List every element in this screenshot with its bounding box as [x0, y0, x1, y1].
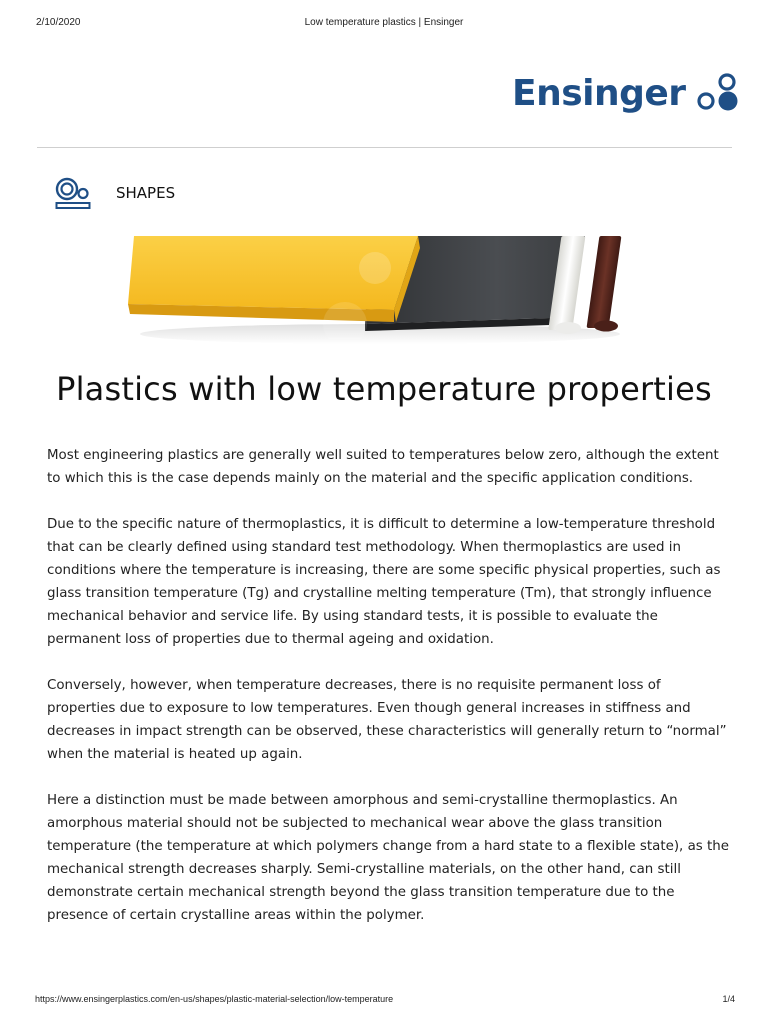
logo-wordmark: Ensinger	[512, 73, 686, 114]
page-number: 1/4	[722, 994, 735, 1004]
section-heading[interactable]	[54, 176, 175, 210]
print-document-title: Low temperature plastics | Ensinger	[304, 17, 464, 28]
print-footer	[0, 994, 768, 1008]
header-divider	[37, 147, 732, 148]
print-url: https://www.ensingerplastics.com/en-us/shapes/plastic-material-selection/low-temperature	[35, 994, 394, 1004]
ensinger-logo[interactable]	[512, 70, 742, 118]
article-body	[47, 444, 732, 950]
paragraph: Here a distinction must be made between amorphous and semi-crystalline thermoplastics. An amorphous material should not be subjected to mechanical wear above the glass transition temperature (the temperature at which polymers change from a hard state to a flexible state), as the mechanical strength decreases sharply. Semi-crystalline materials, on the other hand, can still demonstrate certain mechanical strength beyond the glass transition temperature due to the presence of certain crystalline areas within the polymer.	[47, 793, 729, 923]
print-date: 2/10/2020	[36, 17, 81, 28]
page-title: Plastics with low temperature properties	[56, 370, 712, 408]
paragraph: Most engineering plastics are generally well suited to temperatures below zero, although the extent to which this is the case depends mainly on the material and the specific application conditions.	[47, 448, 719, 486]
plastic-stock-shapes-image	[120, 232, 650, 348]
ensinger-circles-icon	[692, 72, 742, 116]
paragraph: Conversely, however, when temperature decreases, there is no requisite permanent loss of properties due to exposure to low temperatures. Even though general increases in stiffness and decreases in impact strength can be observed, these characteristics will generally return to “normal” when the material is heated up again.	[47, 678, 727, 762]
print-header	[0, 17, 768, 31]
section-label: SHAPES	[116, 184, 176, 202]
shapes-icon	[54, 176, 92, 210]
paragraph: Due to the specific nature of thermoplastics, it is difficult to determine a low-temperature threshold that can be clearly defined using standard test methodology. When thermoplastics are used in conditions where the temperature is increasing, there are some specific physical properties, such as glass transition temperature (Tg) and crystalline melting temperature (Tm), that strongly influence mechanical behavior and service life. By using standard tests, it is possible to evaluate the permanent loss of properties due to thermal ageing and oxidation.	[47, 517, 721, 647]
hero-image	[120, 232, 650, 353]
